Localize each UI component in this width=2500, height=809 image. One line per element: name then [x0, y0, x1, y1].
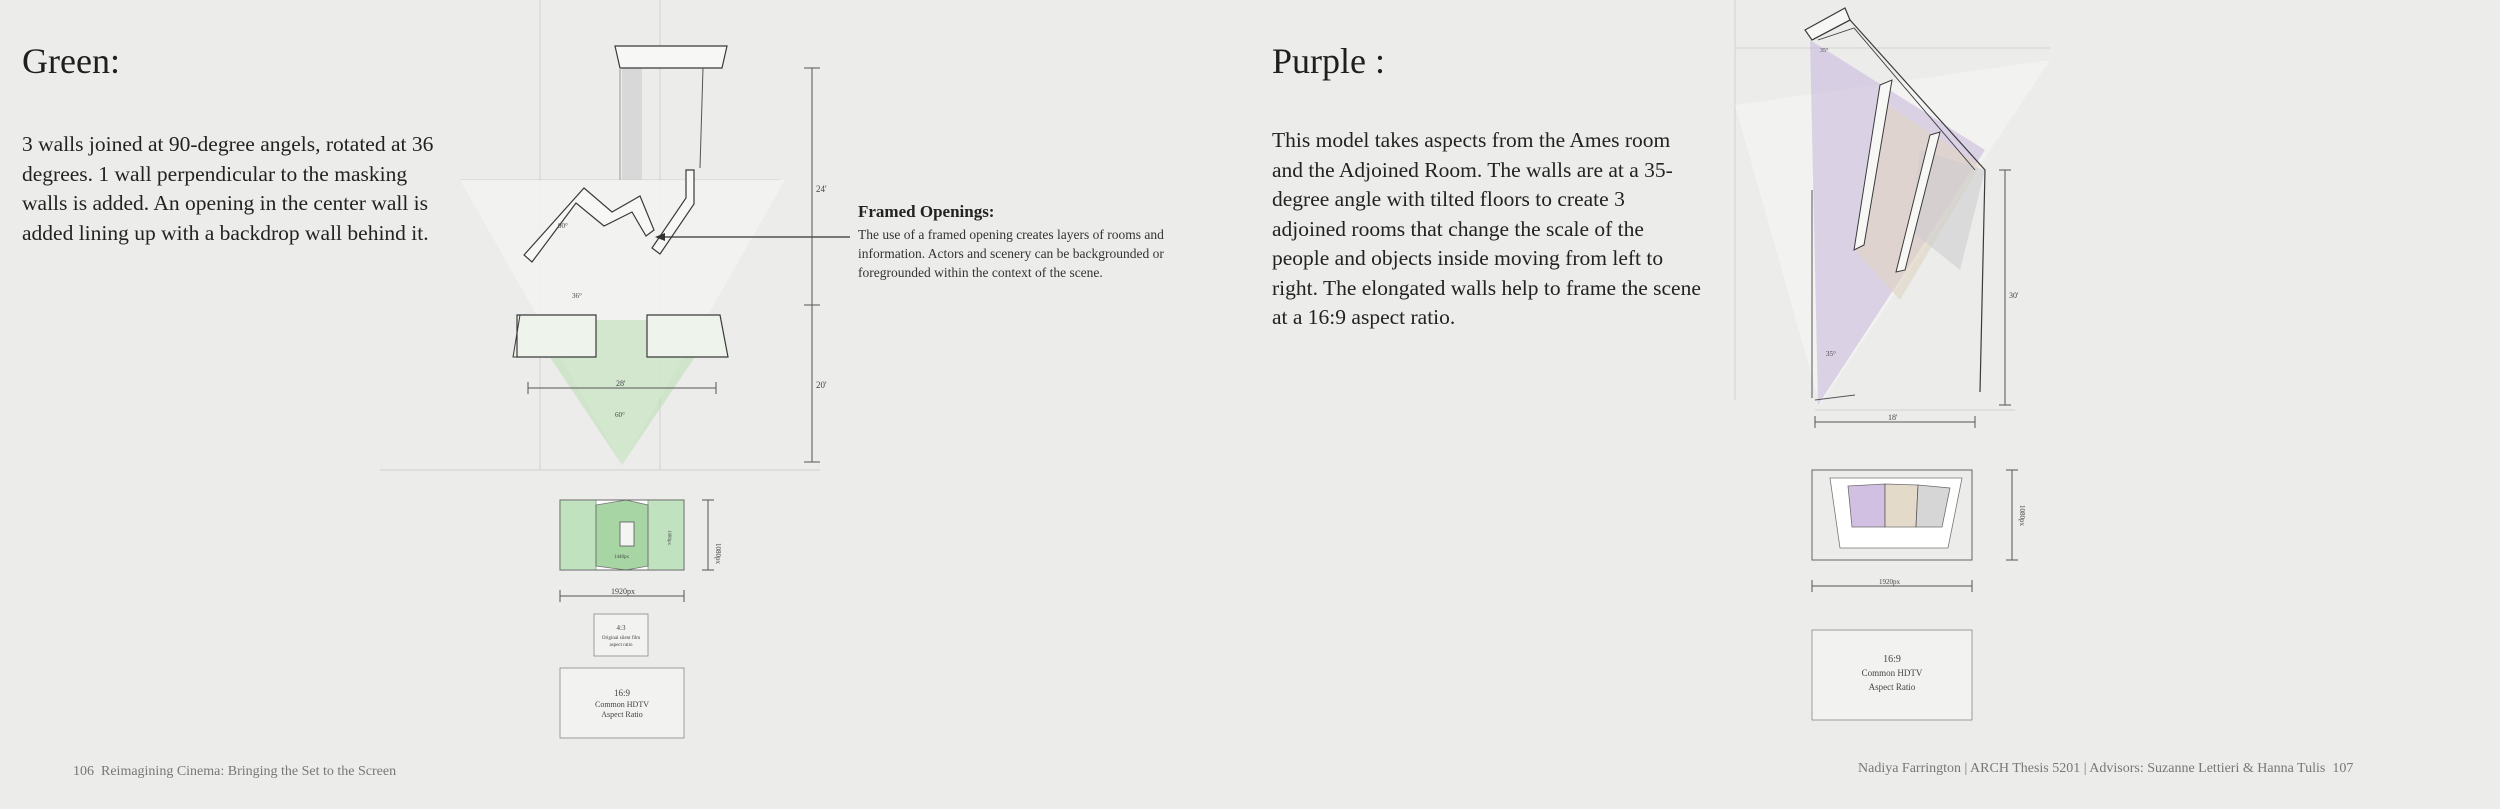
left-page-number: 106	[73, 764, 94, 779]
framed-openings-title: Framed Openings:	[858, 202, 995, 221]
right-page-number: 107	[2332, 761, 2354, 776]
dim-width: 28'	[616, 379, 626, 388]
purple-frame-height: 1080px	[2018, 505, 2026, 526]
purple-heading: Purple :	[1272, 41, 1385, 81]
purple-description: This model takes aspects from the Ames room and the Adjoined Room. The walls are at a 35-degree angle with tilted floors to create 3 adjoined rooms that change the scale of the people and objects inside moving from left to right. The elongated walls help to frame the scene at a 16:9 aspect ratio.	[1272, 128, 1701, 329]
green-ratio-16-9-label: 16:9	[613, 688, 631, 698]
right-running-title: Nadiya Farrington | ARCH Thesis 5201 | Advisors: Suzanne Lettieri & Hanna Tulis	[1858, 761, 2326, 776]
dim-angle-36: 36°	[572, 292, 582, 300]
dim-angle-90: 90°	[558, 222, 568, 230]
dim-angle-60: 60°	[615, 411, 625, 419]
purple-ratio-16-9-line2: Aspect Ratio	[1868, 682, 1916, 692]
green-frame-width: 1920px	[611, 587, 635, 596]
green-description: 3 walls joined at 90-degree angels, rotated at 36 degrees. 1 wall perpendicular to the masking walls is added. An opening in the center wall is added lining up with a backdrop wall behind it.	[22, 132, 434, 245]
green-frame-height: 1080px	[714, 543, 722, 564]
ratio-4-3-line1: Original silent film	[601, 636, 641, 641]
dim-bottom-height: 20'	[816, 380, 827, 390]
green-ratio-16-9-line2: Aspect Ratio	[601, 710, 643, 719]
purple-dim-width: 18'	[1888, 413, 1898, 422]
ratio-4-3-label: 4:3	[616, 624, 626, 632]
purple-dim-height: 30'	[2009, 291, 2019, 300]
purple-ratio-16-9-label: 16:9	[1883, 654, 1901, 665]
green-inner-width: 1440px	[614, 555, 629, 560]
left-running-title: Reimagining Cinema: Bringing the Set to the Screen	[101, 764, 397, 779]
purple-dim-angle-top: 35°	[1820, 48, 1829, 54]
purple-frame-width: 1920px	[1879, 578, 1900, 586]
green-inner-height: 1080px	[666, 530, 671, 545]
purple-dim-angle: 35°	[1826, 350, 1836, 358]
green-heading: Green:	[22, 41, 120, 81]
framed-openings-text: The use of a framed opening creates layers of rooms and information. Actors and scenery can be backgrounded or foregrounded within the context of the scene.	[858, 227, 1164, 280]
ratio-4-3-line2: aspect ratio	[609, 643, 633, 648]
green-ratio-16-9-line1: Common HDTV	[595, 700, 649, 709]
dim-top-height: 24'	[816, 184, 827, 194]
purple-ratio-16-9-line1: Common HDTV	[1861, 668, 1923, 678]
